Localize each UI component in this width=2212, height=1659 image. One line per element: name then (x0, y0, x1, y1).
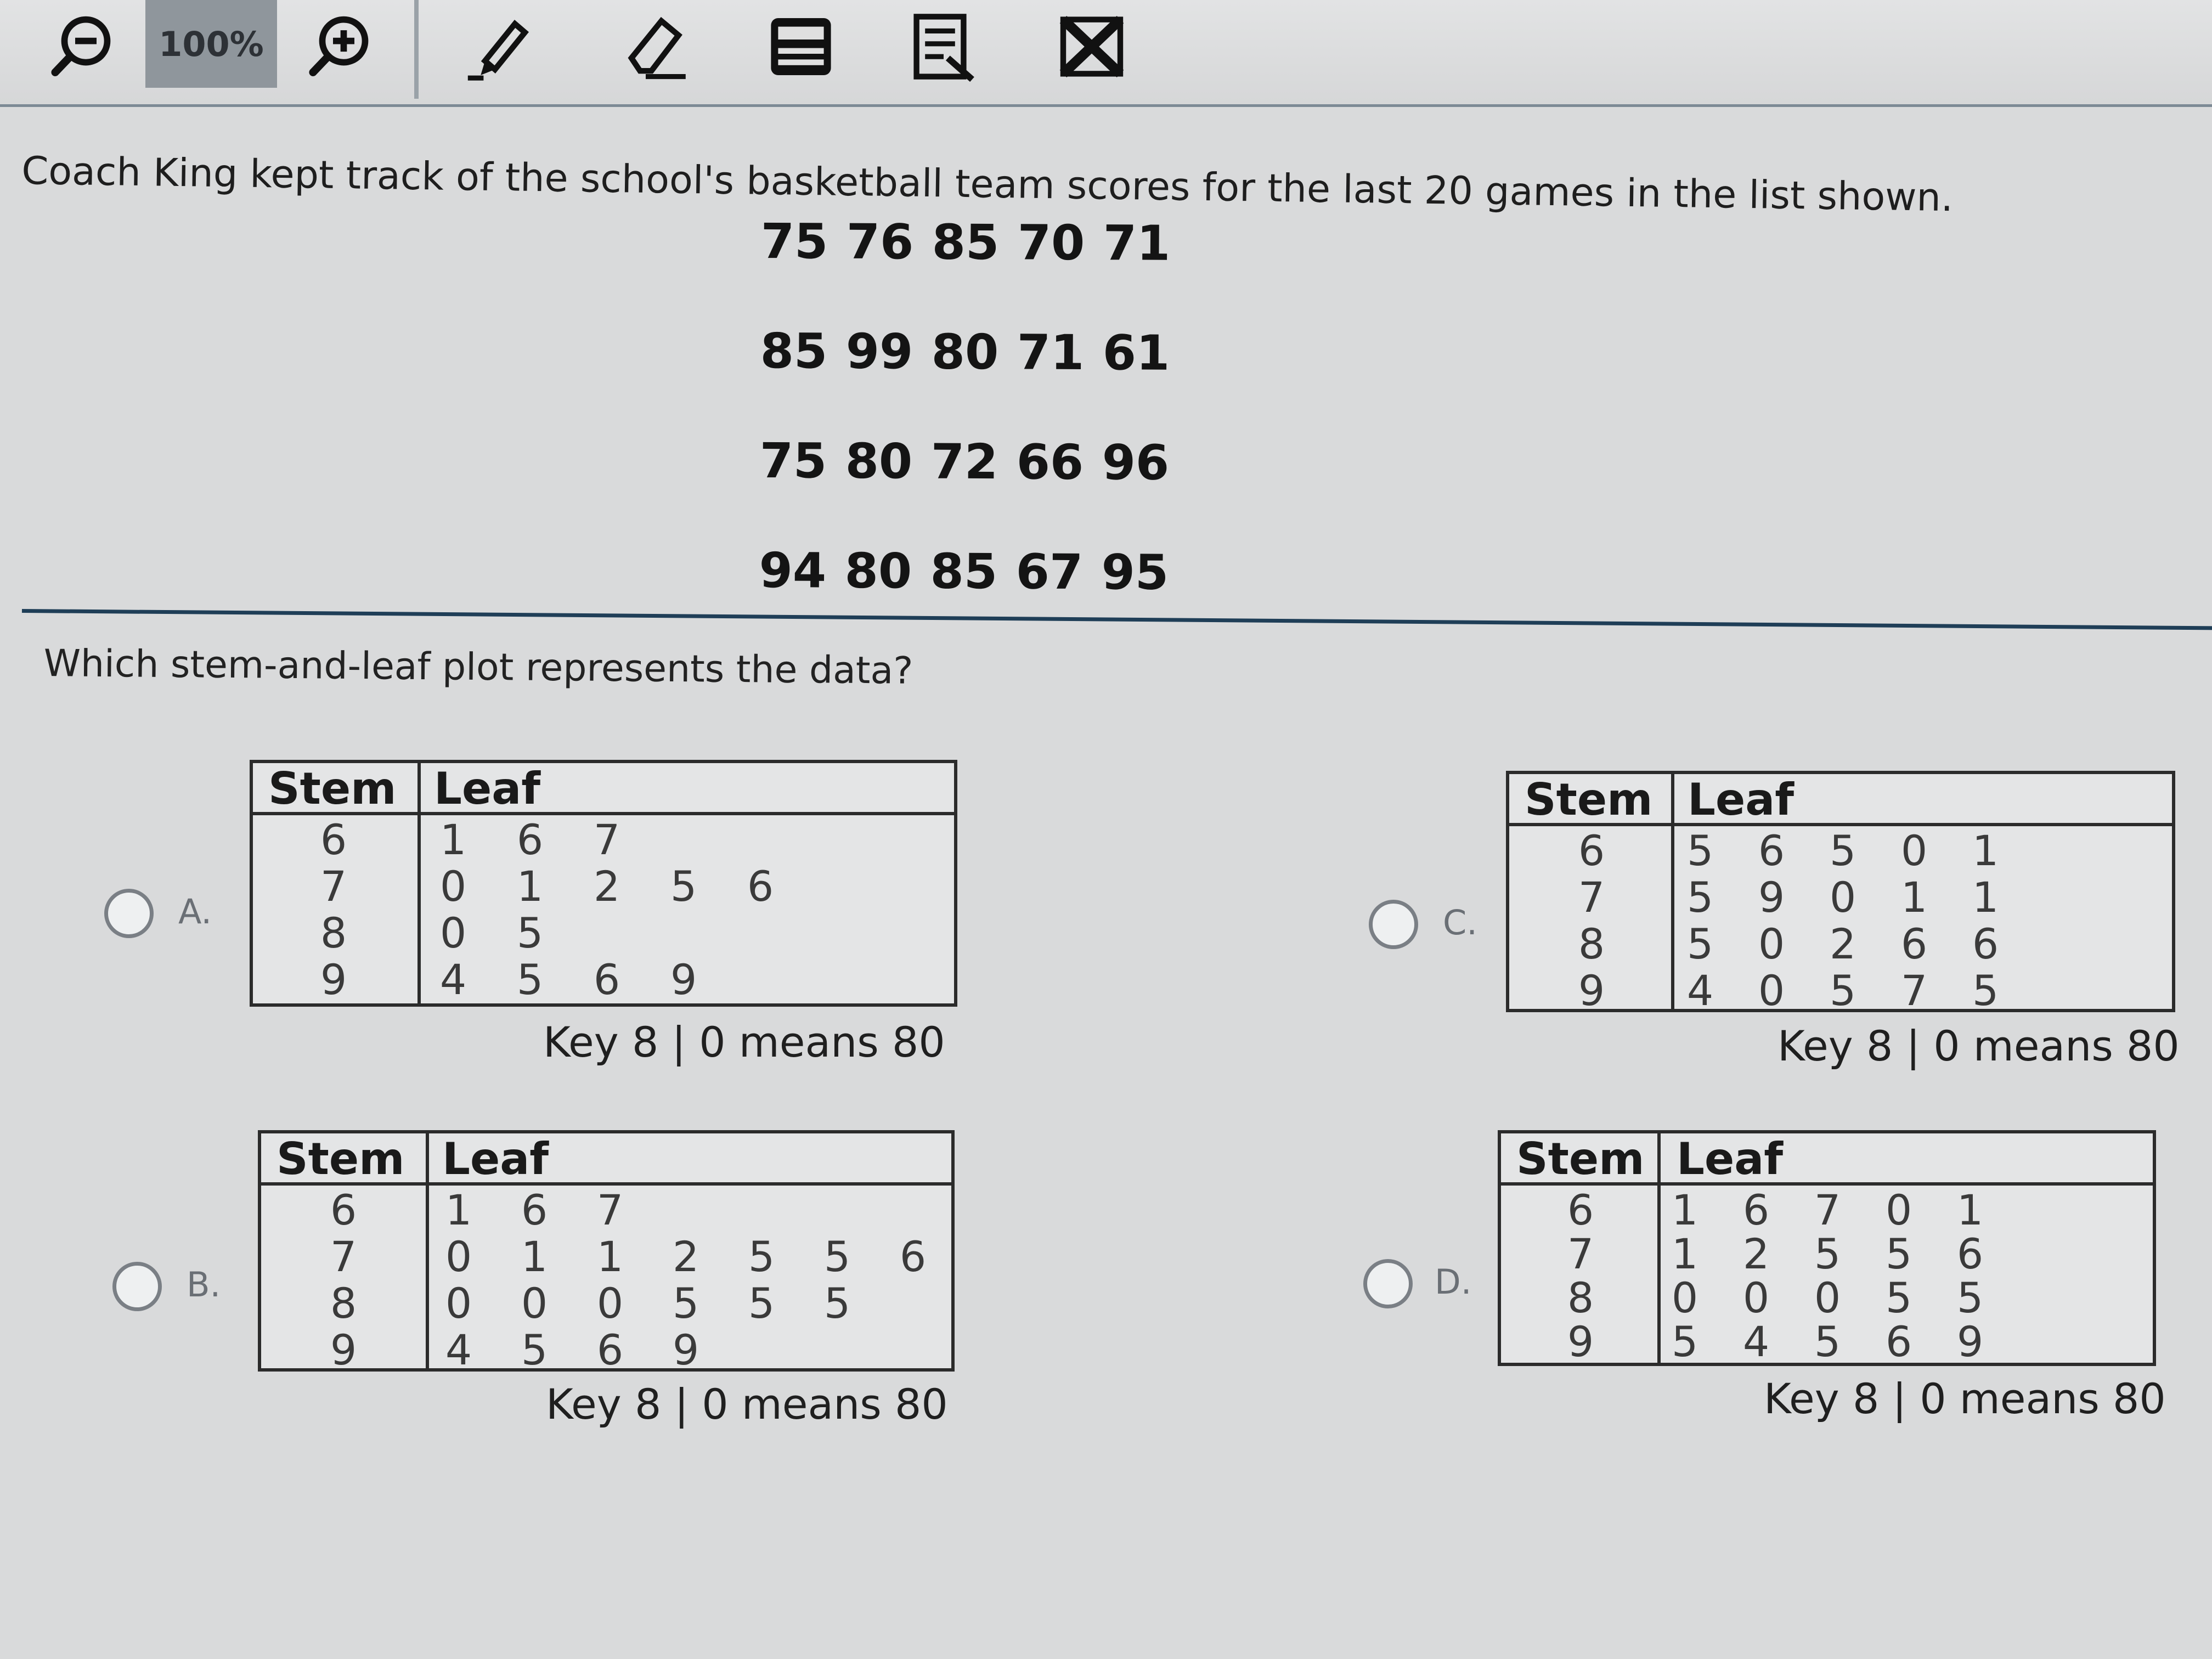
leaf-value: 5 (1671, 1317, 1699, 1366)
stem-value: 8 (1567, 1273, 1594, 1322)
stem-value: 9 (1567, 1317, 1594, 1366)
option-c-radio[interactable] (1369, 900, 1418, 949)
stem-value: 6 (330, 1186, 357, 1234)
stem-value: 8 (320, 909, 347, 957)
leaf-value: 5 (516, 955, 544, 1004)
leaf-value: 1 (516, 862, 544, 911)
leaf-value: 0 (445, 1232, 472, 1281)
magnify-minus-icon (47, 11, 118, 82)
leaf-value: 5 (670, 862, 697, 911)
leaf-value: 0 (439, 909, 467, 957)
leaf-value: 5 (521, 1325, 548, 1374)
leaf-value: 5 (1885, 1273, 1912, 1322)
score-row (759, 542, 1187, 654)
score-row (759, 432, 1188, 544)
plot-header (261, 1133, 951, 1186)
score-value: 80 (845, 432, 913, 490)
option-d-radio[interactable] (1363, 1259, 1413, 1308)
leaf-value: 7 (1900, 966, 1928, 1015)
leaf-value: 5 (1686, 873, 1714, 922)
leaf-value: 6 (521, 1186, 548, 1234)
leaf-value: 6 (1956, 1229, 1984, 1278)
leaf-value: 1 (1972, 873, 1999, 922)
stem-value: 8 (1578, 919, 1605, 968)
leaf-value: 5 (748, 1232, 775, 1281)
leaf-value: 5 (1956, 1273, 1984, 1322)
leaf-value: 0 (1758, 966, 1785, 1015)
leaf-value: 1 (1671, 1229, 1699, 1278)
leaf-value: 5 (516, 909, 544, 957)
leaf-value: 5 (1829, 826, 1857, 875)
option-b-key: Key 8 | 0 means 80 (546, 1380, 948, 1429)
leaf-value: 0 (1814, 1273, 1841, 1322)
leaf-value: 1 (1972, 826, 1999, 875)
leaf-value: 0 (1758, 919, 1785, 968)
leaf-value: 1 (1671, 1186, 1699, 1234)
stem-header: Stem (276, 1133, 405, 1184)
score-row (760, 213, 1189, 325)
leaf-value: 5 (1686, 919, 1714, 968)
option-c-letter: C. (1443, 902, 1477, 943)
question-prompt: Coach King kept track of the school's basketball team scores for the last 20 games in the list shown. (21, 148, 1954, 221)
option-b-radio[interactable] (112, 1262, 162, 1311)
stem-value: 7 (1578, 873, 1605, 922)
score-value: 99 (845, 323, 913, 380)
leaf-value: 1 (521, 1232, 548, 1281)
option-b-letter: B. (187, 1265, 221, 1305)
stem-value: 9 (1578, 966, 1605, 1015)
leaf-value: 0 (439, 862, 467, 911)
leaf-value: 6 (899, 1232, 927, 1281)
score-value: 80 (844, 542, 912, 600)
score-value: 71 (1017, 324, 1085, 381)
score-value: 95 (1101, 544, 1169, 601)
leaf-value: 0 (1742, 1273, 1770, 1322)
option-d-letter: D. (1435, 1262, 1472, 1302)
score-value: 72 (930, 433, 998, 490)
leaf-value: 7 (596, 1186, 624, 1234)
pencil-icon (464, 11, 535, 82)
calculator-icon (765, 11, 837, 82)
zoom-out-button[interactable] (38, 5, 126, 88)
leaf-value: 1 (1900, 873, 1928, 922)
leaf-value: 7 (1814, 1186, 1841, 1234)
stem-value: 7 (1567, 1229, 1594, 1278)
stem-value: 6 (1578, 826, 1605, 875)
score-value: 75 (759, 432, 827, 489)
score-value: 66 (1016, 433, 1084, 491)
score-value: 70 (1017, 214, 1085, 272)
toolbar-separator (414, 0, 419, 99)
eraser-button[interactable] (603, 5, 702, 88)
leaf-header: Leaf (434, 763, 541, 814)
stem-header: Stem (268, 763, 397, 814)
leaf-value: 2 (593, 862, 620, 911)
leaf-value: 5 (823, 1232, 851, 1281)
plot-divider (1671, 774, 1674, 1009)
score-value: 96 (1102, 434, 1170, 491)
leaf-value: 0 (445, 1279, 472, 1328)
plot-divider (1657, 1133, 1661, 1363)
stem-value: 9 (330, 1325, 357, 1374)
score-row (760, 323, 1188, 435)
leaf-value: 0 (1900, 826, 1928, 875)
score-value: 80 (931, 323, 999, 381)
leaf-value: 1 (445, 1186, 472, 1234)
stem-header: Stem (1516, 1133, 1645, 1184)
leaf-value: 5 (748, 1279, 775, 1328)
leaf-value: 9 (672, 1325, 699, 1374)
option-b-plot (258, 1130, 955, 1372)
option-c-key: Key 8 | 0 means 80 (1778, 1022, 2180, 1070)
leaf-value: 1 (439, 815, 467, 864)
leaf-value: 1 (596, 1232, 624, 1281)
notepad-icon (908, 11, 979, 82)
option-a-letter: A. (178, 891, 212, 932)
leaf-value: 0 (1885, 1186, 1912, 1234)
leaf-value: 0 (521, 1279, 548, 1328)
option-d-key: Key 8 | 0 means 80 (1764, 1374, 2166, 1423)
leaf-value: 5 (1885, 1229, 1912, 1278)
leaf-value: 5 (672, 1279, 699, 1328)
leaf-value: 9 (670, 955, 697, 1004)
score-list (759, 213, 1189, 654)
toolbar (0, 0, 2212, 107)
zoom-in-button[interactable] (296, 5, 384, 88)
leaf-value: 6 (516, 815, 544, 864)
plot-header (253, 763, 954, 815)
leaf-value: 6 (1972, 919, 1999, 968)
plot-header (1501, 1133, 2153, 1186)
leaf-value: 0 (1829, 873, 1857, 922)
leaf-value: 5 (1972, 966, 1999, 1015)
leaf-value: 9 (1956, 1317, 1984, 1366)
score-value: 85 (760, 322, 828, 380)
leaf-value: 4 (445, 1325, 472, 1374)
zoom-level: 100% (145, 0, 277, 88)
leaf-value: 1 (1956, 1186, 1984, 1234)
leaf-value: 2 (1742, 1229, 1770, 1278)
option-d-plot (1498, 1130, 2156, 1366)
leaf-value: 6 (593, 955, 620, 1004)
stem-value: 7 (330, 1232, 357, 1281)
cross-out-button[interactable] (1042, 5, 1141, 88)
leaf-header: Leaf (442, 1133, 549, 1184)
option-a-radio[interactable] (104, 889, 154, 938)
leaf-value: 0 (596, 1279, 624, 1328)
notepad-button[interactable] (894, 5, 993, 88)
leaf-value: 6 (1742, 1186, 1770, 1234)
leaf-value: 6 (1900, 919, 1928, 968)
leaf-value: 5 (823, 1279, 851, 1328)
leaf-value: 5 (1829, 966, 1857, 1015)
leaf-value: 6 (596, 1325, 624, 1374)
score-value: 75 (760, 212, 828, 270)
cross-out-icon (1056, 11, 1127, 82)
leaf-value: 6 (747, 862, 774, 911)
option-a-plot (250, 760, 957, 1007)
calculator-button[interactable] (752, 5, 850, 88)
stem-value: 7 (320, 862, 347, 911)
leaf-header: Leaf (1688, 774, 1795, 825)
score-value: 85 (930, 543, 998, 600)
score-value: 61 (1102, 324, 1170, 381)
score-value: 85 (932, 213, 1000, 271)
leaf-value: 5 (1686, 826, 1714, 875)
plot-divider (426, 1133, 429, 1368)
stem-header: Stem (1525, 774, 1653, 825)
plot-header (1509, 774, 2172, 826)
leaf-value: 2 (672, 1232, 699, 1281)
magnify-plus-icon (304, 11, 376, 82)
leaf-value: 7 (593, 815, 620, 864)
pencil-button[interactable] (450, 5, 549, 88)
leaf-value: 5 (1814, 1229, 1841, 1278)
stem-value: 8 (330, 1279, 357, 1328)
score-value: 76 (846, 213, 914, 270)
leaf-value: 9 (1758, 873, 1785, 922)
leaf-value: 6 (1885, 1317, 1912, 1366)
leaf-value: 6 (1758, 826, 1785, 875)
leaf-value: 2 (1829, 919, 1857, 968)
stem-value: 6 (1567, 1186, 1594, 1234)
score-value: 71 (1103, 215, 1171, 272)
leaf-value: 0 (1671, 1273, 1699, 1322)
eraser-icon (617, 11, 689, 82)
leaf-value: 4 (439, 955, 467, 1004)
leaf-value: 4 (1742, 1317, 1770, 1366)
score-value: 94 (759, 541, 827, 599)
stem-value: 6 (320, 815, 347, 864)
leaf-value: 5 (1814, 1317, 1841, 1366)
option-c-plot (1506, 771, 2175, 1015)
leaf-header: Leaf (1677, 1133, 1784, 1184)
option-a-key: Key 8 | 0 means 80 (543, 1018, 945, 1066)
stem-value: 9 (320, 955, 347, 1004)
leaf-value: 4 (1686, 966, 1714, 1015)
plot-divider (417, 763, 421, 1003)
question-stem: Which stem-and-leaf plot represents the data? (43, 642, 913, 693)
score-value: 67 (1015, 543, 1084, 601)
